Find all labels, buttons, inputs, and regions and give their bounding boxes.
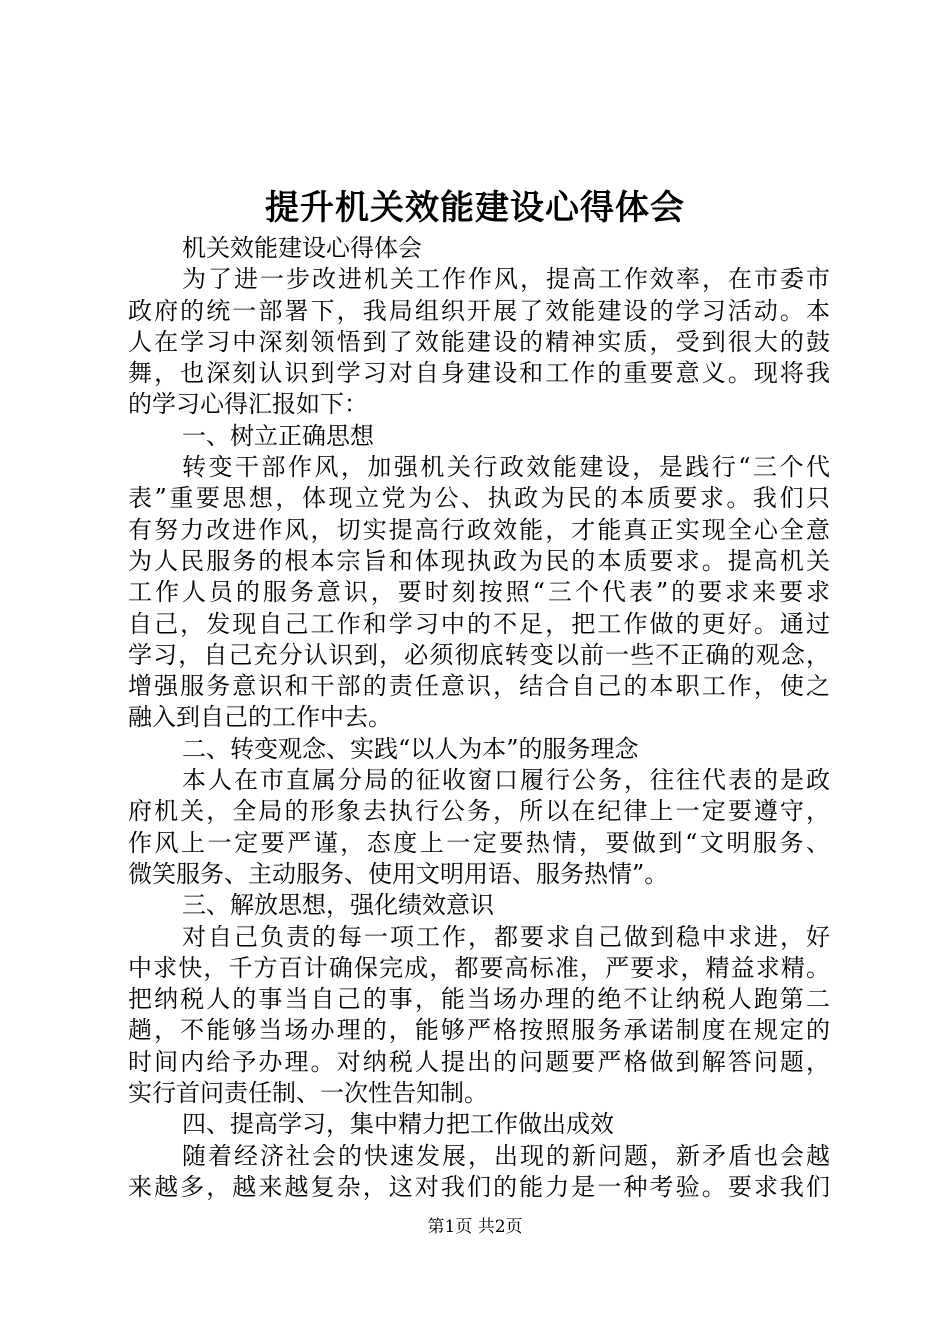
text-line: 府机关，全局的形象去执行公务，所以在纪律上一定要遵守， — [128, 797, 830, 826]
text-line: 机关效能建设心得体会 — [182, 234, 422, 262]
text-line: 舞，也深刻认识到学习对自身建设和工作的重要意义。现将我 — [128, 359, 830, 388]
text-line: 表”重要思想，体现立党为公、执政为民的本质要求。我们只 — [128, 484, 830, 513]
page-footer: 第1页 共2页 — [427, 1217, 523, 1237]
text-line: 作风上一定要严谨，态度上一定要热情，要做到“文明服务、 — [128, 828, 830, 857]
text-line: 二、转变观念、实践“以人为本”的服务理念 — [182, 734, 639, 763]
text-line: 中求快，千方百计确保完成，都要高标准，严要求，精益求精。 — [128, 953, 830, 982]
text-line: 转变干部作风，加强机关行政效能建设，是践行“三个代 — [182, 453, 830, 482]
document-body — [128, 233, 830, 1203]
text-line: 一、树立正确思想 — [182, 421, 374, 450]
text-line: 工作人员的服务意识，要时刻按照“三个代表”的要求来要求 — [128, 578, 830, 607]
text-line: 来越多，越来越复杂，这对我们的能力是一种考验。要求我们 — [128, 1172, 830, 1201]
text-line: 实行首问责任制、一次性告知制。 — [128, 1079, 488, 1108]
text-line: 融入到自己的工作中去。 — [128, 703, 392, 732]
text-line: 对自己负责的每一项工作，都要求自己做到稳中求进，好 — [182, 922, 830, 951]
text-line: 增强服务意识和干部的责任意识，结合自己的本职工作，使之 — [128, 672, 830, 701]
text-line: 为人民服务的根本宗旨和体现执政为民的本质要求。提高机关 — [128, 546, 830, 575]
document-title: 提升机关效能建设心得体会 — [265, 188, 685, 228]
text-line: 三、解放思想，强化绩效意识 — [182, 891, 494, 920]
text-line: 学习，自己充分认识到，必须彻底转变以前一些不正确的观念， — [128, 640, 830, 669]
text-line: 四、提高学习，集中精力把工作做出成效 — [182, 1110, 614, 1139]
text-line: 人在学习中深刻领悟到了效能建设的精神实质，受到很大的鼓 — [128, 327, 830, 356]
text-line: 有努力改进作风，切实提高行政效能，才能真正实现全心全意 — [128, 515, 830, 544]
text-line: 微笑服务、主动服务、使用文明用语、服务热情”。 — [128, 859, 669, 888]
text-line: 的学习心得汇报如下： — [128, 390, 368, 419]
text-line: 时间内给予办理。对纳税人提出的问题要严格做到解答问题， — [128, 1047, 830, 1076]
text-line: 为了进一步改进机关工作作风，提高工作效率，在市委市 — [182, 265, 830, 294]
text-line: 把纳税人的事当自己的事，能当场办理的绝不让纳税人跑第二 — [128, 985, 830, 1014]
text-line: 本人在市直属分局的征收窗口履行公务，往往代表的是政 — [182, 766, 830, 795]
text-line: 趟，不能够当场办理的，能够严格按照服务承诺制度在规定的 — [128, 1016, 830, 1045]
text-line: 自己，发现自己工作和学习中的不足，把工作做的更好。通过 — [128, 609, 830, 638]
text-line: 随着经济社会的快速发展，出现的新问题，新矛盾也会越 — [182, 1141, 830, 1170]
text-line: 政府的统一部署下，我局组织开展了效能建设的学习活动。本 — [128, 296, 830, 325]
